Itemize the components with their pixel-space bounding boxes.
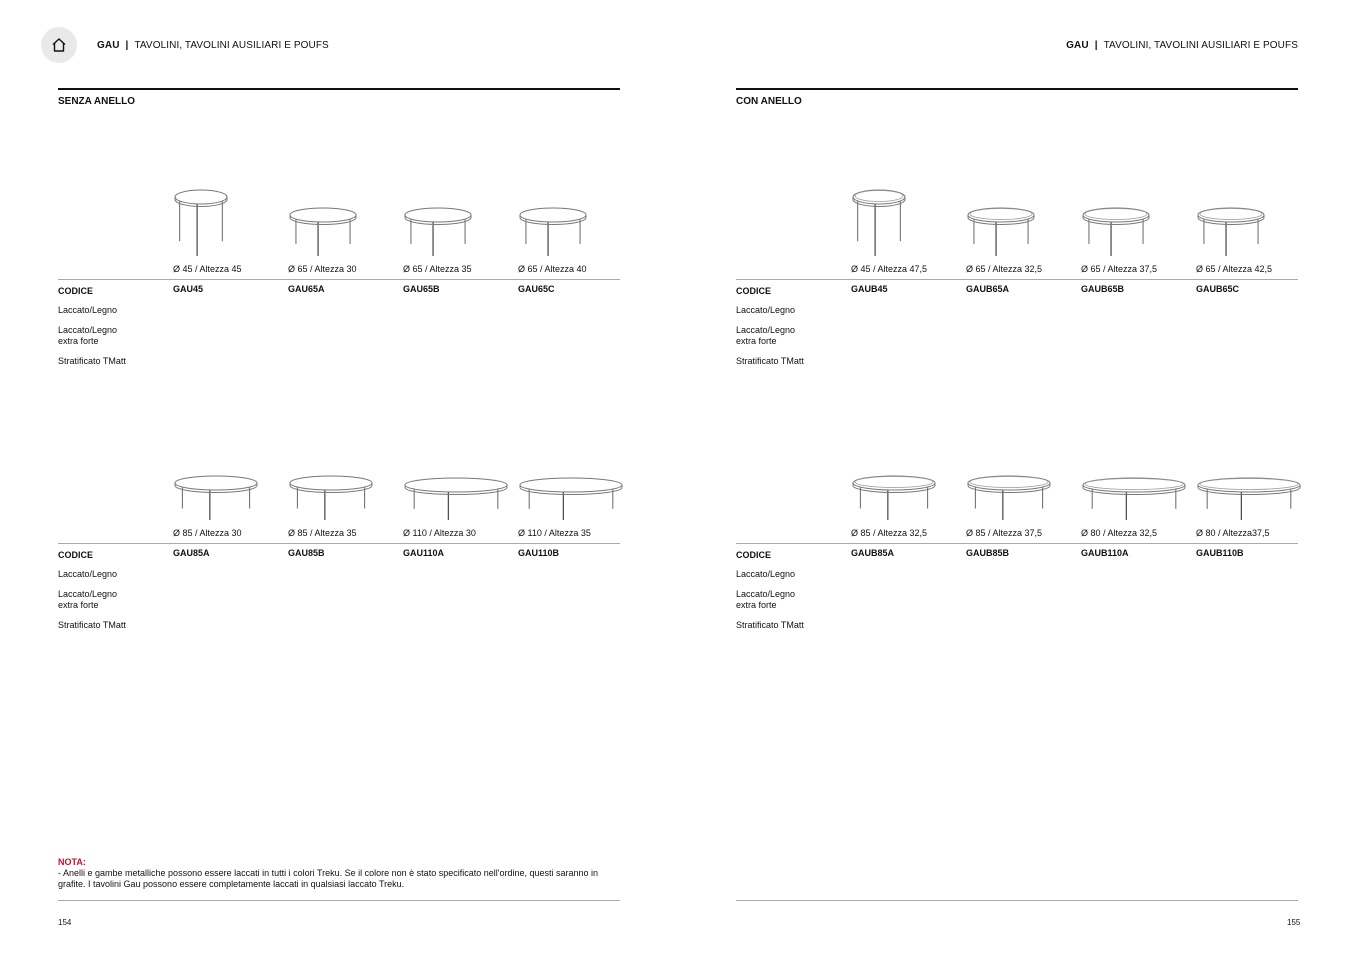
table-drawing <box>288 206 358 269</box>
product-code: GAUB110B <box>1196 548 1244 558</box>
left-header: GAU | TAVOLINI, TAVOLINI AUSILIARI E POUFS <box>97 40 329 51</box>
product-code: GAUB85A <box>851 548 895 558</box>
dimension-label: Ø 65 / Altezza 42,5 <box>1196 264 1273 274</box>
dimension-label: Ø 65 / Altezza 35 <box>403 264 472 274</box>
product-code: GAUB45 <box>851 284 888 294</box>
dimension-label: Ø 65 / Altezza 37,5 <box>1081 264 1158 274</box>
table-header-rule <box>736 543 1298 544</box>
dimension-label: Ø 85 / Altezza 32,5 <box>851 528 928 538</box>
dimension-label: Ø 85 / Altezza 35 <box>288 528 357 538</box>
finish-label: Laccato/Legno extra forte <box>736 325 796 346</box>
note-title: NOTA: <box>58 857 86 867</box>
table-drawing <box>966 206 1036 269</box>
dimension-label: Ø 45 / Altezza 47,5 <box>851 264 928 274</box>
codice-label: CODICE <box>736 286 772 296</box>
product-code: GAU110B <box>518 548 560 558</box>
dimension-label: Ø 80 / Altezza 32,5 <box>1081 528 1158 538</box>
section-rule <box>736 88 1298 90</box>
table-header-rule <box>58 543 620 544</box>
header-brand: GAU <box>97 40 120 51</box>
table-header-rule <box>58 279 620 280</box>
finish-label: Laccato/Legno <box>736 569 796 579</box>
table-drawing <box>518 476 624 533</box>
page-number: 154 <box>58 918 72 927</box>
section-rule <box>58 88 620 90</box>
table-drawing <box>403 476 509 533</box>
product-code: GAU65C <box>518 284 555 294</box>
table-header-rule <box>736 279 1298 280</box>
table-drawing <box>851 474 937 533</box>
finish-label: Stratificato TMatt <box>58 356 126 366</box>
home-icon <box>51 37 67 53</box>
right-header: GAU | TAVOLINI, TAVOLINI AUSILIARI E POUFS <box>1066 40 1298 51</box>
table-drawing <box>173 474 259 533</box>
home-button[interactable] <box>41 27 77 63</box>
table-drawing <box>966 474 1052 533</box>
finish-label: Stratificato TMatt <box>736 356 804 366</box>
table-drawing <box>403 206 473 269</box>
product-code: GAU85B <box>288 548 325 558</box>
table-drawing <box>173 188 229 269</box>
finish-label: Laccato/Legno <box>736 305 796 315</box>
footer-rule <box>736 900 1298 901</box>
product-code: GAU65A <box>288 284 325 294</box>
table-drawing <box>1081 476 1187 533</box>
table-drawing <box>1196 206 1266 269</box>
dimension-label: Ø 45 / Altezza 45 <box>173 264 242 274</box>
table-drawing <box>1196 476 1302 533</box>
codice-label: CODICE <box>58 550 94 560</box>
finish-label: Laccato/Legno <box>58 305 118 315</box>
section-title: CON ANELLO <box>736 96 802 107</box>
dimension-label: Ø 85 / Altezza 30 <box>173 528 242 538</box>
product-code: GAUB85B <box>966 548 1010 558</box>
finish-label: Laccato/Legno extra forte <box>58 325 118 346</box>
header-title: TAVOLINI, TAVOLINI AUSILIARI E POUFS <box>134 40 329 51</box>
product-code: GAU45 <box>173 284 204 294</box>
table-drawing <box>1081 206 1151 269</box>
product-code: GAU110A <box>403 548 445 558</box>
dimension-label: Ø 85 / Altezza 37,5 <box>966 528 1043 538</box>
dimension-label: Ø 65 / Altezza 40 <box>518 264 587 274</box>
dimension-label: Ø 65 / Altezza 30 <box>288 264 357 274</box>
codice-label: CODICE <box>736 550 772 560</box>
finish-label: Stratificato TMatt <box>736 620 804 630</box>
dimension-label: Ø 65 / Altezza 32,5 <box>966 264 1043 274</box>
table-drawing <box>518 206 588 269</box>
section-title: SENZA ANELLO <box>58 96 136 107</box>
codice-label: CODICE <box>58 286 94 296</box>
product-code: GAUB65B <box>1081 284 1125 294</box>
note-text: - Anelli e gambe metalliche possono essere laccati in tutti i colori Treku. Se il colore non è stato specificato nell'ordine, questi saranno in grafite. I tavolini Gau possono essere completamente laccati in qualsiasi laccato Treku. <box>58 868 599 889</box>
header-brand: GAU <box>1066 40 1089 51</box>
product-code: GAUB65C <box>1196 284 1240 294</box>
product-code: GAU85A <box>173 548 210 558</box>
dimension-label: Ø 80 / Altezza37,5 <box>1196 528 1270 538</box>
footer-rule <box>58 900 620 901</box>
header-title: TAVOLINI, TAVOLINI AUSILIARI E POUFS <box>1103 40 1298 51</box>
finish-label: Stratificato TMatt <box>58 620 126 630</box>
product-code: GAU65B <box>403 284 440 294</box>
product-code: GAUB65A <box>966 284 1010 294</box>
page-number: 155 <box>1287 918 1301 927</box>
table-drawing <box>288 474 374 533</box>
finish-label: Laccato/Legno <box>58 569 118 579</box>
finish-label: Laccato/Legno extra forte <box>736 589 796 610</box>
dimension-label: Ø 110 / Altezza 35 <box>518 528 591 538</box>
finish-label: Laccato/Legno extra forte <box>58 589 118 610</box>
table-drawing <box>851 188 907 269</box>
dimension-label: Ø 110 / Altezza 30 <box>403 528 476 538</box>
product-code: GAUB110A <box>1081 548 1129 558</box>
